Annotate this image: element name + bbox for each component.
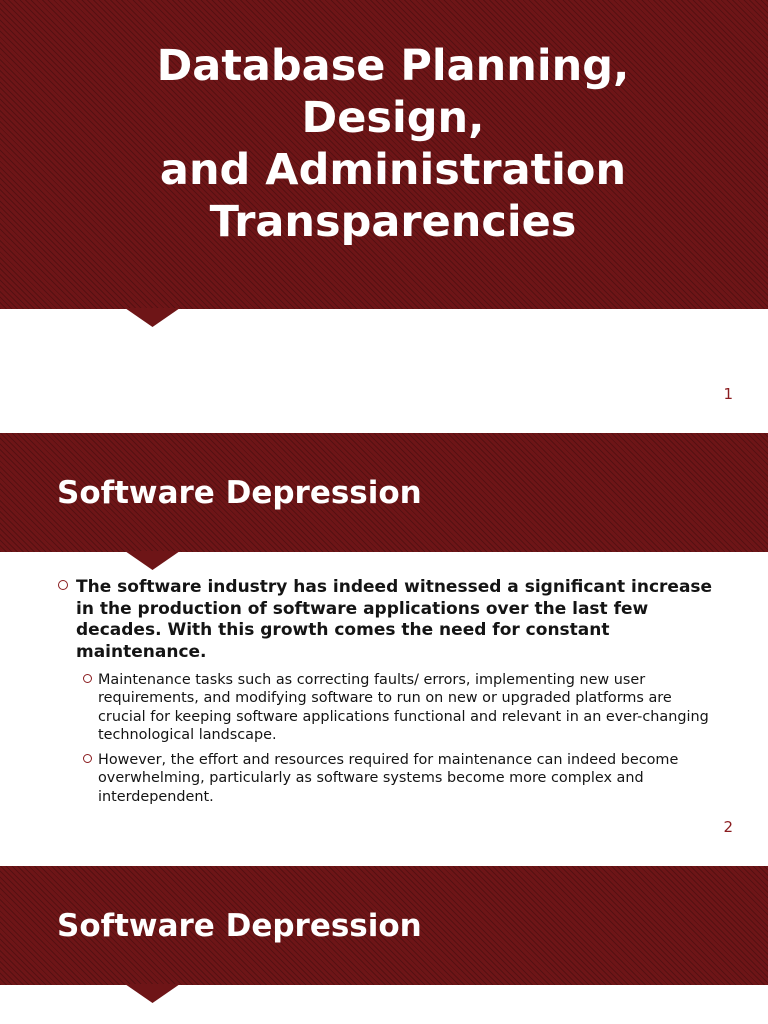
bullet-item — [57, 577, 717, 663]
slide-1-title: Database Planning, Design, and Administration Transparencies — [156, 41, 630, 247]
slide-2-bullet-list — [57, 577, 717, 806]
sub-bullet-text: Maintenance tasks such as correcting faults/ errors, implementing new user requirements, and modifying software to run on new or upgraded platforms are crucial for keeping software applications functional and relevant in an ever-changing technological landscape. — [98, 672, 709, 743]
circle-bullet-icon — [83, 674, 92, 683]
bullet-text: The software industry has indeed witnessed a significant increase in the production of software applications over the last few decades. With this growth comes the need for constant maintenance. — [76, 577, 713, 662]
slide-3-banner-notch — [125, 984, 180, 1003]
circle-bullet-icon — [58, 580, 68, 590]
slide-1-title-banner — [0, 0, 768, 309]
circle-bullet-icon — [83, 754, 92, 763]
slide-2-page-number: 2 — [723, 818, 733, 836]
slide-2-title: Software Depression — [57, 475, 422, 511]
slide-2-title-banner — [0, 433, 768, 552]
slide-1-banner-notch — [125, 308, 180, 327]
slide-1-page-number: 1 — [723, 385, 733, 403]
slide-3-title: Software Depression — [57, 908, 422, 944]
sub-bullet-item — [57, 751, 717, 806]
slide-3-title-banner — [0, 866, 768, 985]
sub-bullet-item — [57, 671, 717, 744]
slide-2-banner-notch — [125, 551, 180, 570]
sub-bullet-text: However, the effort and resources required for maintenance can indeed become overwhelming, particularly as software systems become more complex and interdependent. — [98, 752, 679, 805]
